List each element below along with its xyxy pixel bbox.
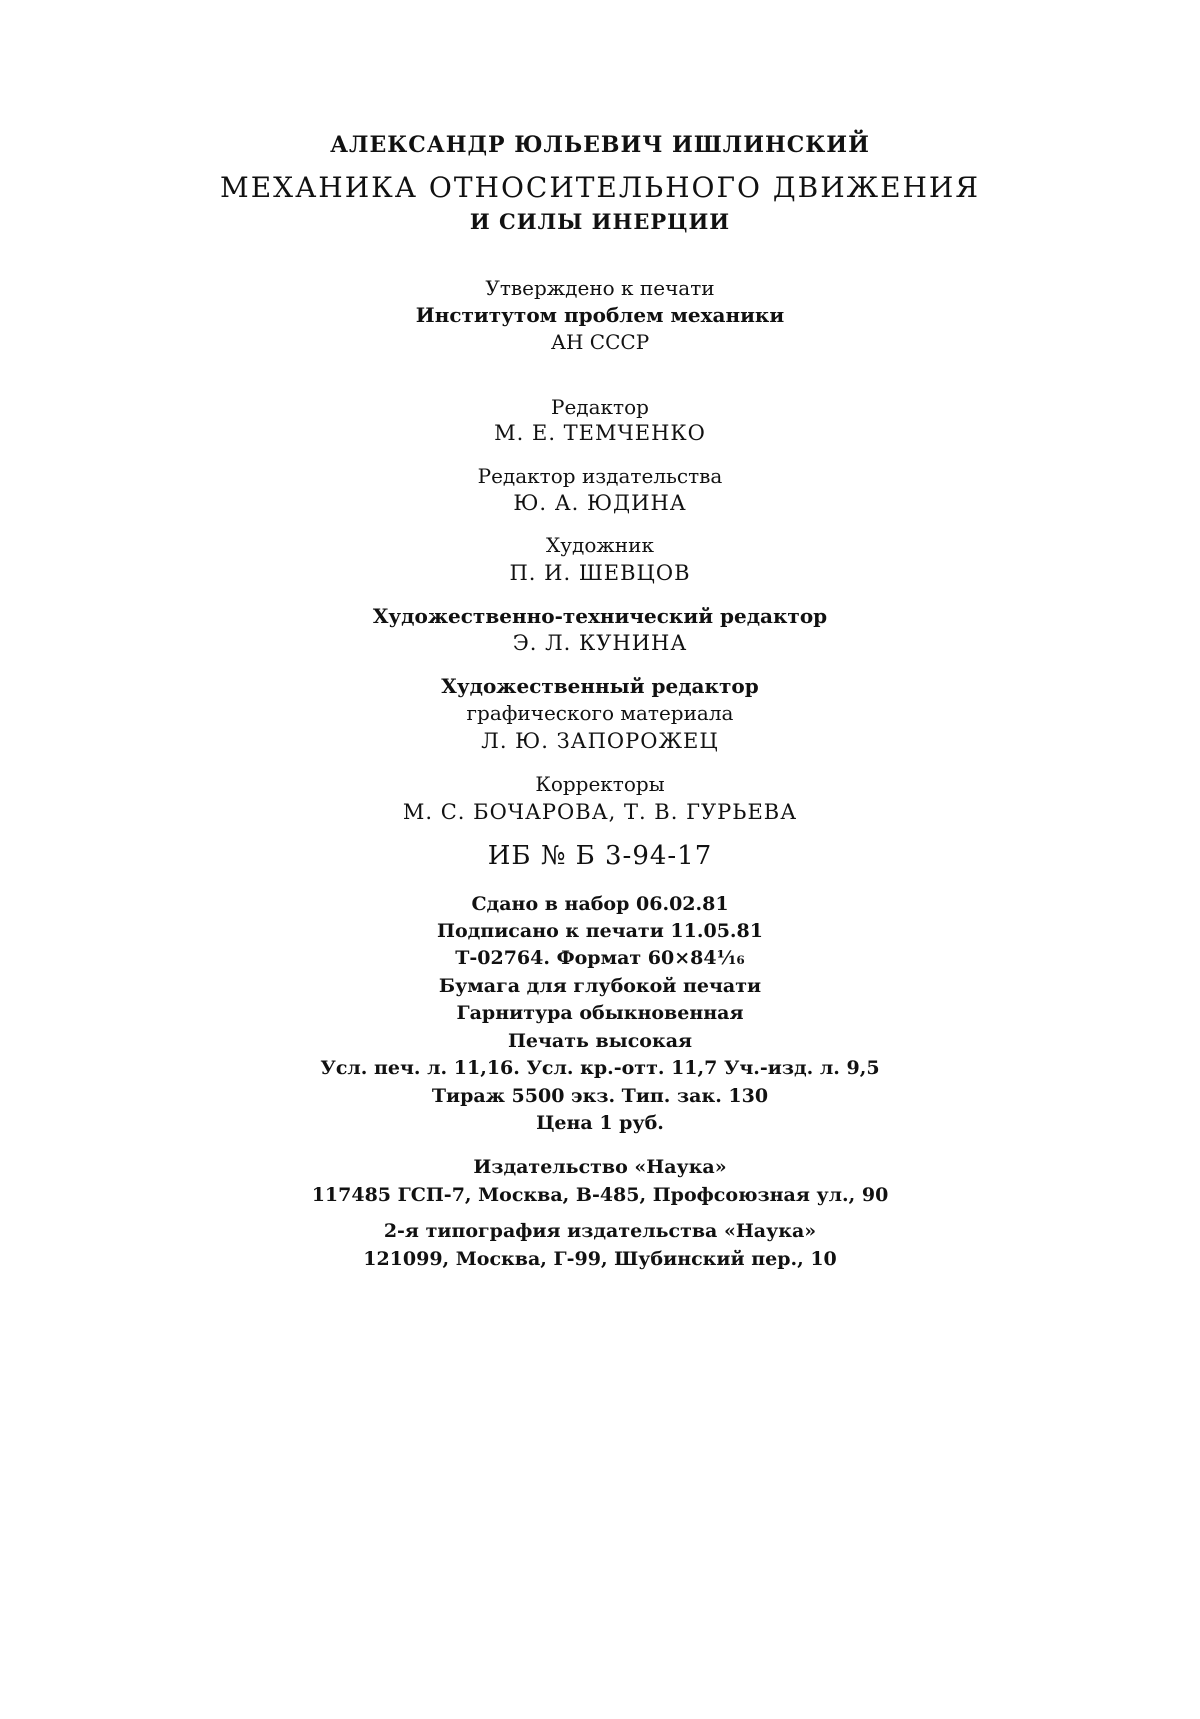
tech-editor-name: Э. Л. КУНИНА	[512, 631, 688, 655]
imprint-line: Тираж 5500 экз. Тип. зак. 130	[431, 1085, 769, 1107]
publisher-address: 117485 ГСП-7, Москва, В-485, Профсоюзная ул., 90	[311, 1184, 889, 1206]
book-title: МЕХАНИКА ОТНОСИТЕЛЬНОГО ДВИЖЕНИЯ	[220, 171, 980, 204]
publisher-editor-name: Ю. А. ЮДИНА	[513, 491, 687, 515]
proofreaders-names: М. С. БОЧАРОВА, Т. В. ГУРЬЕВА	[402, 800, 798, 824]
printer-address: 121099, Москва, Г-99, Шубинский пер., 10	[363, 1248, 837, 1270]
approval-line-3: АН СССР	[550, 330, 650, 354]
publisher-name: Издательство «Наука»	[473, 1156, 727, 1178]
artist-name: П. И. ШЕВЦОВ	[509, 561, 691, 585]
proofreaders-label: Корректоры	[535, 772, 665, 796]
author-name: АЛЕКСАНДР ЮЛЬЕВИЧ ИШЛИНСКИЙ	[330, 132, 870, 158]
graphic-editor-label-2: графического материала	[466, 701, 734, 725]
editor-name: М. Е. ТЕМЧЕНКО	[494, 421, 706, 445]
imprint-line: Гарнитура обыкновенная	[456, 1002, 744, 1024]
imprint-line: Печать высокая	[507, 1030, 693, 1052]
imprint-line: Подписано к печати 11.05.81	[437, 920, 763, 942]
approval-line-1: Утверждено к печати	[485, 276, 715, 300]
editor-label: Редактор	[551, 395, 649, 419]
graphic-editor-name: Л. Ю. ЗАПОРОЖЕЦ	[481, 729, 719, 753]
imprint-line: Усл. печ. л. 11,16. Усл. кр.-отт. 11,7 Уч.-изд. л. 9,5	[320, 1057, 880, 1079]
imprint-line: Цена 1 руб.	[536, 1112, 664, 1134]
publisher-editor-label: Редактор издательства	[477, 464, 723, 488]
printer-name: 2-я типография издательства «Наука»	[383, 1220, 817, 1242]
book-subtitle: И СИЛЫ ИНЕРЦИИ	[469, 209, 731, 234]
artist-label: Художник	[546, 533, 654, 557]
ib-number: ИБ № Б 3-94-17	[487, 841, 713, 871]
graphic-editor-label-1: Художественный редактор	[441, 674, 759, 698]
imprint-line: Т-02764. Формат 60×84¹⁄₁₆	[455, 947, 745, 969]
imprint-line: Бумага для глубокой печати	[438, 975, 762, 997]
approval-line-2: Институтом проблем механики	[415, 303, 785, 327]
imprint-line: Сдано в набор 06.02.81	[471, 893, 729, 915]
tech-editor-label: Художественно-технический редактор	[372, 604, 828, 628]
